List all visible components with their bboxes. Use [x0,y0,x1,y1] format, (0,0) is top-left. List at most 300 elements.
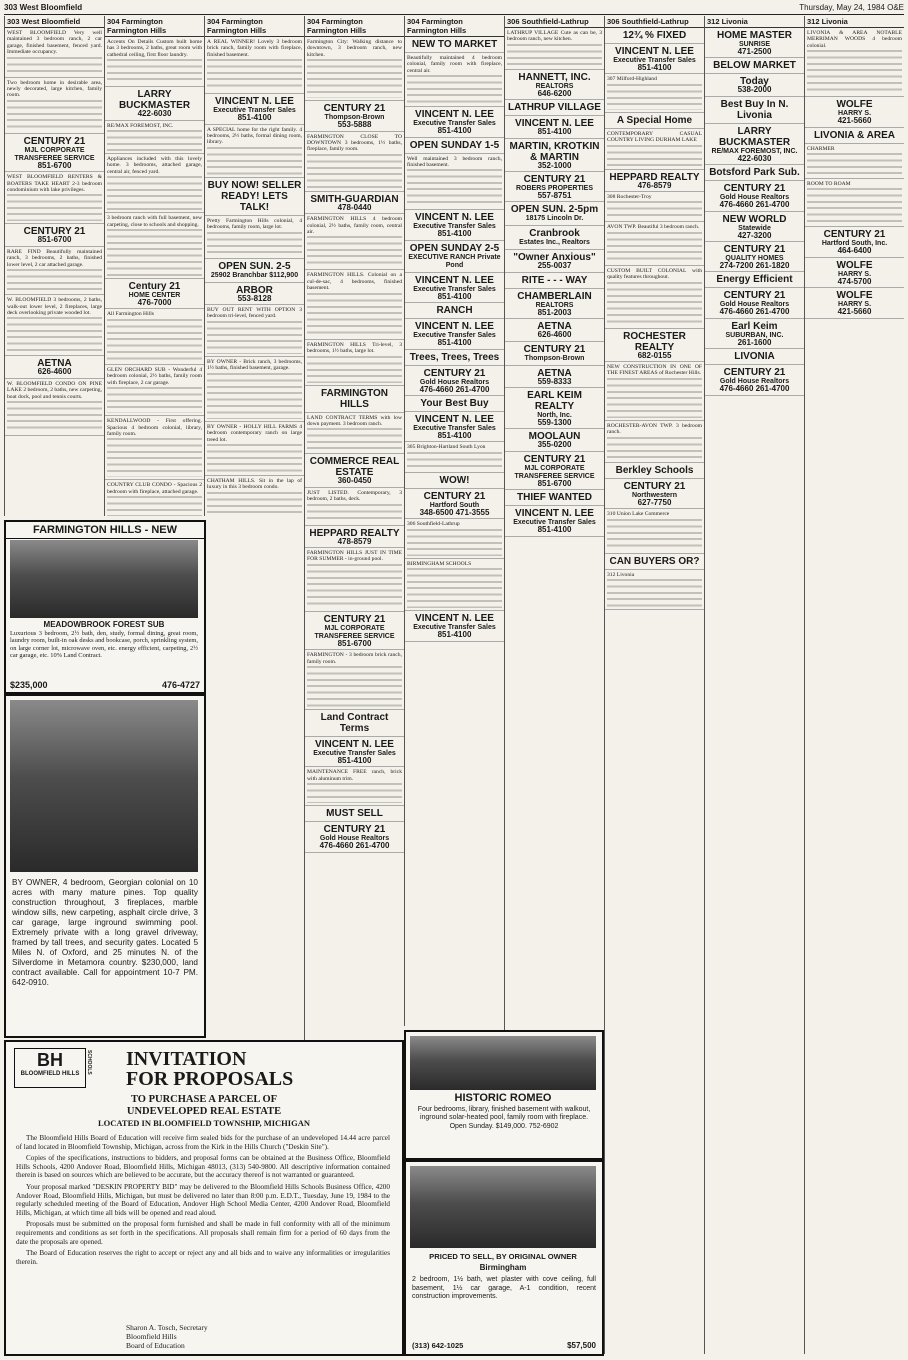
ad-subtitle: Estates Inc., Realtors [519,239,590,247]
ad-text: GLEN ORCHARD SUB - Wonderful 4 bedroom colonial, 2½ baths, family room with fireplace, 2 car garage. [107,366,202,386]
ad-brand: Earl Keim [731,320,778,332]
ad-phone: 626-4600 [537,330,572,340]
ad-subtitle: MJL CORPORATE TRANSFEREE SERVICE [514,464,595,480]
ad-phone: 478-0440 [337,202,372,212]
classified-ad [405,473,504,489]
ad-brand: Berkley Schools [615,464,694,476]
classified-ad [705,288,804,318]
ad-brand: VINCENT N. LEE [415,321,494,333]
classified-ad [605,28,704,44]
ad-brand: BUY NOW! SELLER READY! LETS TALK! [207,179,302,213]
classified-ad [805,128,904,144]
invitation-for-proposals [4,1040,404,1356]
ad-subtitle: REALTORS [535,82,574,90]
classified-ad [5,247,104,295]
classified-ad [605,554,704,570]
ad-brand: CENTURY 21 [423,490,486,502]
ad-filler [407,568,502,608]
ad-phone: 851-4100 [637,63,672,72]
ad-brand: THIEF WANTED [517,492,592,504]
classified-ad [805,28,904,97]
ad-phone: 476-4660 261-4700 [319,841,390,851]
classified-ad [505,116,604,138]
ad-phone: 360-0450 [337,476,372,486]
invitation-subtitle-2: UNDEVELOPED REAL ESTATE [126,1106,282,1117]
classified-ad [705,272,804,288]
ad-brand: Today [740,76,769,88]
classified-ad [605,329,704,362]
ad-phone: 422-6030 [137,109,172,119]
ad-phone: 471-2500 [737,47,772,56]
ad-filler [107,438,202,477]
ad-subtitle: Gold House Realtors [719,378,790,386]
ad-phone: 557-8751 [537,191,572,201]
invitation-title-2: FOR PROPOSALS [126,1068,294,1090]
priced-to-sell-ad [404,1160,604,1356]
ad-text: BY OWNER - Brick ranch, 3 bedrooms, 1½ baths, finished basement, garage. [207,358,302,372]
ad-phone: 851-6700 [337,638,372,648]
ad-subtitle: SUNRISE [738,41,771,48]
ad-text: Well maintained 3 bedroom ranch, finished basement. [407,155,502,169]
ad-brand: CENTURY 21 [623,480,686,492]
classified-ad [805,179,904,227]
ad-subtitle: MJL CORPORATE TRANSFEREE SERVICE [14,146,95,162]
classified-ad [505,202,604,226]
classified-ad [605,170,704,192]
ad-phone: 476-4660 261-4700 [719,384,790,394]
historic-romeo-title: HISTORIC ROMEO [454,1092,552,1104]
ad-text: A REAL WINNER! Lovely 3 bedroom brick ranch, family room with fireplace, finished basement. [207,39,302,58]
ad-text: RE/MAX FOREMOST, INC. [107,122,174,129]
ad-brand: Energy Efficient [716,274,793,286]
romeo-photo [410,1036,596,1090]
farmington-new-body: Luxurious 3 bedroom, 2½ bath, den, study, formal dining, great room, laundry room, built-in oak desks and bookcase, porch, sprinkling system, on large corner lot, microwave oven, etc. energy efficient, carpeting, 2½ car garage, etc. 10% Land Contract. [10,630,198,660]
ad-filler [107,229,202,276]
classified-ad [405,53,504,107]
classified-ad [705,212,804,242]
ad-phone: 261-1600 [737,337,772,347]
ad-text: Beautifully maintained 4 bedroom colonial, family room with fireplace, central air. [407,55,502,74]
classified-ad [705,124,804,165]
ad-brand: CENTURY 21 [523,174,586,186]
ad-brand: VINCENT N. LEE [515,118,594,130]
ad-brand: OPEN SUN. 2-5pm [510,204,599,216]
ad-text: FARMINGTON HILLS Tri-level, 3 bedrooms, 1½ baths, large lot. [307,341,402,355]
classified-ad [805,288,904,318]
ad-brand: CENTURY 21 [323,824,386,836]
classified-ad [705,365,804,395]
classified-ad [5,134,104,172]
ad-phone: 422-6030 [737,153,772,163]
classified-ad [305,192,404,214]
ad-phone: 851-4100 [437,431,472,441]
ad-subtitle: Executive Transfer Sales [413,425,496,433]
ad-brand: WOW! [439,474,470,486]
classified-ad [505,172,604,202]
ad-filler [607,579,702,607]
classified-ad [605,421,704,463]
ad-subtitle: Northwestern [631,491,678,499]
classified-ad [605,463,704,479]
classified-ad [405,366,504,396]
ad-text: MAINTENANCE FREE ranch, brick with aluminum trim. [307,769,402,782]
classified-ad [405,611,504,641]
ad-text: KENDALLWOOD - First offering. Spacious 4 bedroom colonial, library, family room. [107,418,202,437]
classified-ad [705,58,804,74]
classified-ad [105,37,204,87]
ad-brand: VINCENT N. LEE [215,96,294,108]
ad-filler [407,75,502,104]
ad-phone: 851-6700 [37,160,72,170]
priced-to-sell-title: PRICED TO SELL, BY ORIGINAL OWNER [429,1252,577,1261]
classified-ad [505,28,604,70]
classified-ad [405,210,504,240]
farmington-new-ad [4,520,206,694]
classified-ad [205,283,304,305]
classified-ad [205,422,304,476]
logo-caption: BLOOMFIELD HILLS [20,1071,80,1077]
ad-subtitle: Executive Transfer Sales [513,519,596,527]
classified-column [4,16,104,516]
classified-ad [505,366,604,388]
ad-brand: OPEN SUNDAY 2-5 [409,242,500,254]
ad-phone: 476-8579 [637,180,672,190]
ad-phone: 851-2003 [537,307,572,317]
ad-subtitle: Executive Transfer Sales [613,57,696,64]
classified-ad [805,227,904,257]
classified-ad [5,28,104,78]
ad-filler [307,428,402,451]
historic-romeo-ad [404,1030,604,1160]
ad-brand: LARRY BUCKMASTER [718,125,791,148]
ad-phone: 851-4100 [537,127,572,137]
classified-ad [505,319,604,341]
ad-brand: LIVONIA & AREA [814,129,895,141]
ad-phone: 851-4100 [437,229,472,239]
ad-text: CHATHAM HILLS. Sit in the lap of luxury in this 3 bedroom condo. [207,477,302,491]
classified-ad [305,526,404,548]
classified-ad [305,214,404,270]
classified-ad [505,506,604,536]
ad-text: W. BLOOMFIELD CONDO ON PINE LAKE 2 bedroom, 2 baths, new carpeting, boat dock, pool and tennis courts. [7,380,102,400]
ad-text: FARMINGTON HILLS 4 bedroom colonial, 2½ baths, family room, central air. [307,216,402,236]
ad-phone: 348-6500 471-3555 [419,507,490,517]
ad-text: 310 Union Lake Commerce [607,511,670,518]
ad-subtitle: 25902 Branchbar $112,900 [210,271,299,279]
ad-subtitle: Executive Transfer Sales [413,624,496,632]
ad-brand: Botsford Park Sub. [709,167,800,179]
priced-to-sell-phone: (313) 642-1025 [412,1341,464,1350]
ad-subtitle: Executive Transfer Sales [413,223,496,231]
birmingham-photo [410,1166,596,1248]
classified-ad [5,379,104,436]
ad-brand: COMMERCE REAL ESTATE [309,456,400,479]
ad-text: CUSTOM BUILT COLONIAL with quality features throughout. [607,267,702,281]
ad-phone: 851-4100 [437,126,472,136]
ad-text: NEW CONSTRUCTION IN ONE OF THE FINEST AREAS of Rochester Hills. [607,364,702,377]
ad-filler [307,154,402,189]
ad-filler [307,236,402,267]
ad-subtitle: Executive Transfer Sales [313,749,396,757]
classified-ad [305,822,404,852]
ad-text: 305 Brighton-Hartland South Lyon [407,444,486,451]
classified-ad [705,97,804,124]
ad-brand: CENTURY 21 [23,135,86,147]
classified-ad [505,70,604,100]
classified-ad [405,319,504,349]
ad-brand: VINCENT N. LEE [515,508,594,520]
invitation-para-3: Your proposal marked "DESKIN PROPERTY BID" may be delivered to the Bloomfield Hills Schools Business Office, 4200 Andover Road, Bloomfield Hills, Michigan, but must be delivered no later than 8:00 p.m. E.D.T., Tuesday, June 19, 1984 to the regularly scheduled meeting of the Board of Education, Andover High School Media Center, 4200 Andover Road, Bloomfield Hills, Michigan, at which time all bids will be opened and read aloud. [16,1182,390,1217]
classified-ad [5,224,104,246]
classified-ad [405,519,504,558]
ad-phone: 476-4660 261-4700 [419,384,490,394]
ad-brand: SMITH-GUARDIAN [310,193,399,205]
ad-text: COUNTRY CLUB CONDO - Spacious 2 bedroom with fireplace, attached garage. [107,482,202,495]
ad-phone: 851-4100 [437,291,472,301]
ad-text: CHARMER [807,145,835,152]
classified-ad [405,273,504,303]
ad-filler [607,145,702,167]
classified-ad [505,452,604,490]
ad-brand: LARRY BUCKMASTER [118,89,191,112]
ad-brand: HANNETT, INC. [518,71,591,83]
ad-text: Appliances included with this lovely home. 3 bedrooms, attached garage, central air, fenced yard. [107,156,202,175]
ad-text: LIVONIA & AREA NOTABLE MERRIMAN WOODS 4 bedroom colonial. [807,30,902,49]
classified-ad [405,442,504,472]
classified-ad [405,241,504,273]
classified-ad [705,319,804,349]
ad-filler [607,378,702,418]
ad-filler [307,783,402,803]
classified-ad [405,303,504,319]
georgian-colonial-body: BY OWNER, 4 bedroom, Georgian colonial on 10 acres with many mature pines. Top quality construction throughout, 3 fireplaces, marble window sills, new carpeting, asphalt circle drive, 3 car garage, large inground swimming pool. Extremely private with a long gravel driveway, framed by tall trees, and security gates. Located 5 Miles N. of Oxford, and 25 minutes N. of the Silverdome in Metamora country. $230,000, land contract available. Call for appointment 10-7 PM. 642-0910. [12,878,198,987]
classified-ad [505,342,604,366]
ad-subtitle: EXECUTIVE RANCH Private Pond [408,253,501,269]
ad-brand: FARMINGTON HILLS [320,387,389,410]
ad-phone: 464-6400 [837,246,872,256]
column-heading: 304 Farmington Farmington Hills [405,16,504,37]
ad-text: WEST BLOOMFIELD RENTERS & BOATERS TAKE HEART 2-3 bedroom condominium with lake privileges. [7,174,102,194]
classified-ad [105,309,204,364]
classified-ad [205,216,304,259]
ad-brand: CENTURY 21 [723,244,786,256]
column-heading: 312 Livonia [705,16,804,28]
ad-filler [7,100,102,131]
classified-ad [405,138,504,154]
ad-brand: CENTURY 21 [423,367,486,379]
ad-phone: 851-4100 [537,525,572,535]
classified-ad [605,222,704,265]
ad-text: 308 Rochester-Troy [607,194,652,201]
ad-phone: 476-4660 261-4700 [719,200,790,210]
classified-ad [405,107,504,137]
classified-ad [405,412,504,442]
ad-brand: LATHRUP VILLAGE [508,102,601,114]
header-section: 303 West Bloomfield [4,3,83,12]
ad-brand: CENTURY 21 [523,343,586,355]
house-photo [10,540,198,618]
ad-brand: VINCENT N. LEE [415,613,494,625]
signature-name: Sharon A. Tosch, Secretary [126,1323,208,1332]
classified-ad [505,429,604,451]
ad-phone: 355-0200 [537,440,572,450]
classified-ad [705,242,804,272]
ad-phone: 851-4100 [437,630,472,640]
classified-ad [305,767,404,806]
ad-phone: 559-1300 [537,418,572,428]
bloomfield-logo [14,1048,86,1088]
classified-ad [705,181,804,211]
colonial-photo [10,700,198,872]
ad-text: A SPECIAL home for the right family. 4 bedrooms, 2½ baths, formal dining room, library. [207,126,302,146]
ad-phone: 559-8333 [537,376,572,386]
classified-ad [405,350,504,366]
invitation-para-5: The Board of Education reserves the right to accept or reject any and all bids and to waive any informalities or irregularities therein. [16,1249,390,1266]
ad-subtitle: Executive Transfer Sales [413,285,496,293]
ad-filler [7,194,102,221]
ad-subtitle: Gold House Realtors [319,835,390,843]
ad-text: BIRMINGHAM SCHOOLS [407,560,472,567]
invitation-signature [126,1323,208,1350]
ad-brand: NEW TO MARKET [411,39,498,50]
ad-text: BUY OUT RENT WITH OPTION 3 bedroom tri-level, fenced yard. [207,307,302,320]
ad-text: 3 bedroom ranch with full basement, new carpeting, close to schools and shopping. [107,215,202,228]
ad-phone: 627-7750 [637,497,672,507]
ad-phone: 851-6700 [537,478,572,488]
ad-text: FARMINGTON CLOSE TO DOWNTOWN 3 bedrooms, 1½ baths, fireplace, family room. [307,133,402,153]
ad-brand: MOOLAUN [528,431,581,443]
classified-ad [505,250,604,272]
ad-phone: 274-7200 261-1820 [719,261,790,271]
ad-text: Accents On Details Custom built home has 3 bedrooms, 2 baths, great room with cathedral ceiling, first floor laundry. [107,39,202,58]
ad-brand: VINCENT N. LEE [415,414,494,426]
classified-ad [205,357,304,422]
classified-ad [105,279,204,309]
classified-column [704,16,804,1354]
ad-brand: "Owner Anxious" [513,252,596,264]
ad-filler [507,44,602,67]
ad-filler [107,59,202,84]
column-heading: 304 Farmington Farmington Hills [305,16,404,37]
ad-brand: RITE - - - WAY [521,274,588,286]
ad-filler [207,444,302,473]
ad-brand: VINCENT N. LEE [415,109,494,121]
classified-ad [5,78,104,134]
classified-ad [105,87,204,120]
classified-ad [305,413,404,455]
ad-filler [307,666,402,707]
ad-text: AVON TWP. Beautiful 3 bedroom ranch. [607,224,700,231]
ad-brand: VINCENT N. LEE [415,212,494,224]
classified-ad [405,396,504,412]
ad-text: FARMINGTON HILLS JUST IN TIME FOR SUMMER - in-ground pool. [307,549,402,563]
ad-subtitle: 18175 Lincoln Dr. [525,215,584,223]
ad-filler [207,59,302,91]
ad-filler [307,59,402,98]
ad-filler [107,176,202,210]
ad-text: BY OWNER - HOLLY HILL FARMS 4 bedroom contemporary ranch on large treed lot. [207,423,302,443]
ad-phone: 474-5700 [837,276,872,286]
classified-ad [505,139,604,172]
ad-filler [307,356,402,383]
ad-text: CONTEMPORARY CASUAL COUNTRY LIVING DURHAM LAKE [607,130,702,144]
classified-ad [805,144,904,179]
signature-board: Board of Education [126,1341,185,1350]
ad-filler [607,84,702,110]
ad-brand: CHAMBERLAIN [517,290,592,302]
ad-text: 307 Milford-Highland [607,76,657,83]
ad-brand: HEPPARD REALTY [309,527,400,539]
classified-ad [505,388,604,429]
ad-brand: MARTIN, KROTKIN & MARTIN [509,140,600,163]
ad-phone: 851-4100 [437,338,472,348]
ad-text: Farmington City: Walking distance to downtown, 3 bedroom ranch, new kitchen. [307,39,402,58]
ad-filler [807,188,902,224]
ad-brand: NEW WORLD [722,213,787,225]
ad-filler [607,519,702,551]
classified-ad [605,44,704,74]
ad-text: W. BLOOMFIELD 3 bedrooms, 2 baths, walk-out lower level, 2 fireplaces, large deck overlooking private wooded lot. [7,297,102,316]
classified-ad [605,362,704,421]
classified-ad [305,737,404,767]
farmington-new-price: $235,000 [10,680,48,690]
classified-ad [305,806,404,822]
ad-text: All Farmington Hills [107,311,154,318]
ad-text: Pretty Farmington Hills colonial, 4 bedrooms, family room, large lot. [207,217,302,231]
ad-text: LATHRUP VILLAGE Cute as can be, 3 bedroom ranch, new kitchen. [507,30,602,43]
ad-brand: CENTURY 21 [723,183,786,195]
ad-subtitle: HARRY S. [837,110,872,118]
priced-to-sell-location: Birmingham [479,1263,527,1272]
ad-subtitle: Hartford South [429,501,480,509]
classified-ad [705,165,804,181]
invitation-para-4: Proposals must be submitted on the proposal form furnished and shall be made in full conformity with all of the minimum requirements and conditions as set forth in the specifications. All proposals shall remain firm for a period of 60 days from the date the proposals are opened. [16,1220,390,1246]
ad-brand: AETNA [537,321,572,333]
ad-filler [207,492,302,516]
column-heading: 306 Southfield-Lathrup [505,16,604,28]
ad-brand: OPEN SUN. 2-5 [218,260,291,272]
ad-filler [407,169,502,207]
ad-brand: AETNA [37,358,72,370]
classified-column [604,16,704,1354]
ad-brand: CENTURY 21 [723,290,786,302]
ad-phone: 478-8579 [337,536,372,546]
ad-filler [607,282,702,326]
classified-ad [305,101,404,131]
ad-brand: CENTURY 21 [323,103,386,115]
ad-phone: 421-5660 [837,116,872,126]
ad-subtitle: Executive Transfer Sales [413,332,496,340]
classified-ad [305,454,404,487]
ad-phone: 352-1000 [537,160,572,170]
ad-brand: LIVONIA [734,351,775,363]
ad-brand: VINCENT N. LEE [315,738,394,750]
ad-brand: Cranbrook [529,228,580,240]
classified-ad [305,270,404,339]
invitation-title-1: INVITATION [126,1048,247,1070]
ad-filler [107,130,202,151]
ad-brand: WOLFE [836,290,873,302]
ad-phone: 851-4100 [337,755,372,765]
invitation-para-1: The Bloomfield Hills Board of Education will receive firm sealed bids for the purchase of an undeveloped 14.44 acre parcel of land located in Bloomfield Township, Michigan, across from the Kirk in the Hills Church ("Deskin Site"). [16,1134,390,1151]
ad-subtitle: HARRY S. [837,301,872,309]
ad-brand: CENTURY 21 [23,226,86,238]
page-header [4,2,904,15]
priced-to-sell-price: $57,500 [567,1341,596,1350]
classified-ad [5,172,104,224]
ad-text: FARMINGTON - 3 bedroom brick ranch, family room. [307,652,402,665]
classified-ad [205,259,304,283]
